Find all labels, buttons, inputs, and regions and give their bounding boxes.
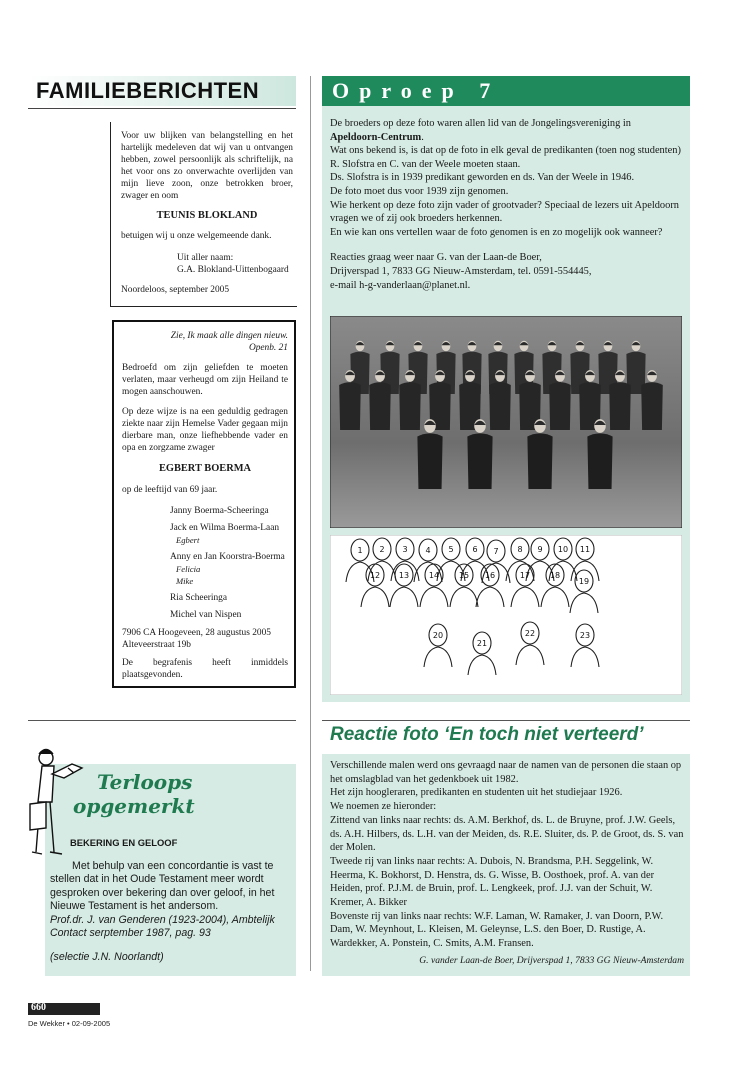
notice-blokland (110, 122, 297, 307)
terloops-text (50, 836, 290, 964)
sketch-number: 16 (484, 571, 496, 580)
sketch-number: 8 (517, 545, 523, 554)
oproep-line: Ds. Slofstra is in 1939 predikant geworden en ds. Van der Weele in 1946. (330, 172, 635, 184)
oproep-lines (330, 144, 684, 239)
sketch-number: 22 (524, 629, 536, 638)
sketch-number: 2 (379, 545, 385, 554)
reactie-title: Reactie foto ‘En toch niet verteerd’ (330, 724, 644, 745)
reactie-line: Tweede rij van links naar rechts: A. Dubois, N. Brandsma, P.H. Seggelink, W. Heerma, K. Bokhorst, D. Henstra, ds. G. Wisse, B. Oosthoek, prof. A. van der Heiden, prof. P.J.M. de Bruin, prof. L. Lengkeek, prof. J.J. van der Schuit, W. Kremer, A. Bikker (330, 855, 655, 909)
sketch-number: 23 (579, 631, 591, 640)
grandchild-name: Egbert (176, 535, 200, 545)
notice-para2: Op deze wijze is na een geduldig gedragen ziekte naar zijn Hemelse Vader gegaan mijn dierbare man, onze liefhebbende vader en opa en zorgzame zwager (122, 407, 288, 453)
oproep-line: Wat ons bekend is, is dat op de foto in elk geval de predikanten (toen nog studenten) R. Slofstra en C. van der Weele moeten staan. (330, 145, 681, 170)
sketch-number: 17 (519, 571, 531, 580)
family-member: Jack en Wilma Boerma-Laan (170, 523, 280, 533)
intro-end: . (421, 131, 424, 143)
oproep-line: De foto moet dus voor 1939 zijn genomen. (330, 185, 509, 197)
sign-line: Uit aller naam: (177, 253, 234, 263)
contact-line: Drijverspad 1, 7833 GG Nieuw-Amsterdam, tel. 0591-554445, (330, 265, 592, 277)
notice-intro: Voor uw blijken van belangstelling en het hartelijk medeleven dat wij van u ontvangen hebben, zowel persoonlijk als schriftelijk, na het voor ons zo onverwachte overlijden van mijn lieve zoon, onze betrokken broer, zwager en oom (121, 131, 293, 201)
terloops-body: Met behulp van een concordantie is vast te stellen dat in het Oude Testament meer wordt gesproken over bekering dan over geloof, in het Nieuwe Testament is het andersom. (50, 859, 275, 912)
terloops-title-line1: Terloops (97, 770, 193, 794)
publication-footer: De Wekker • 02-09-2005 (28, 1019, 111, 1028)
oproep-line: Wie herkent op deze foto zijn vader of grootvader? Speciaal de lezers uit Apeldoorn vragen we of zij ook broeders herkennen. (330, 199, 679, 225)
sketch-number: 12 (369, 571, 381, 580)
sketch-number: 19 (578, 577, 590, 586)
divider (28, 720, 296, 721)
oproep-line: En wie kan ons vertellen waar de foto genomen is en zo mogelijk ook wanneer? (330, 226, 663, 238)
photo-person (641, 382, 663, 430)
sketch-number: 13 (398, 571, 410, 580)
sketch-number: 18 (549, 571, 561, 580)
familieberichten-header (28, 76, 296, 106)
terloops-title-line2: opgemerkt (73, 794, 195, 818)
bible-ref: Openb. 21 (248, 343, 288, 353)
deceased-name: TEUNIS BLOKLAND (156, 210, 258, 221)
photo-person (489, 382, 511, 430)
sketch-number: 15 (458, 571, 470, 580)
photo-person (527, 433, 552, 489)
sketch-number: 5 (448, 545, 454, 554)
photo-person (609, 382, 631, 430)
family-member: Ria Scheeringa (170, 593, 228, 603)
sketch-number: 20 (432, 631, 444, 640)
page-number-bar (28, 1003, 100, 1015)
sketch-number: 6 (472, 545, 478, 554)
intro-place: Apeldoorn-Centrum (330, 131, 422, 143)
address-line: 7906 CA Hoogeveen, 28 augustus 2005 (122, 628, 271, 638)
contact-line: Reacties graag weer naar G. van der Laan-de Boer, (330, 252, 542, 264)
address-street: Alteveerstraat 19b (122, 640, 191, 650)
terloops-selection: (selectie J.N. Noorlandt) (50, 950, 164, 963)
funeral-note: De begrafenis heeft inmiddels plaatsgevonden. (122, 658, 288, 680)
photo-person (417, 433, 442, 489)
family-member: Michel van Nispen (170, 610, 242, 620)
oproep-intro (330, 117, 684, 144)
photo-key-sketch (330, 535, 682, 695)
photo-person (339, 382, 361, 430)
grandchild-name: Mike (176, 576, 194, 586)
notice-boerma (112, 320, 296, 688)
photo-person (587, 433, 612, 489)
photo-person (467, 433, 492, 489)
photo-person (399, 382, 421, 430)
oproep-text (330, 117, 684, 292)
column-divider (310, 76, 311, 971)
sketch-number: 21 (476, 639, 488, 648)
terloops-heading: BEKERING EN GELOOF (70, 837, 178, 848)
terloops-title (73, 770, 195, 818)
reactie-text (330, 759, 684, 968)
reactie-line: Het zijn hoogleraren, predikanten en studenten uit het studiejaar 1926. (330, 787, 623, 799)
reactie-line: Bovenste rij van links naar rechts: W.F. Laman, W. Ramaker, J. van Doorn, P.W. Dam, W. Meynhout, L. Kleisen, M. Geleynse, L.S. den Boer, D. Rustige, A. Wardekker, A. Ponstein, C. Smits, A.M. Fransen. (330, 910, 664, 950)
reactie-lines (330, 759, 684, 951)
divider (28, 108, 296, 109)
family-member: Janny Boerma-Scheeringa (170, 506, 269, 516)
sketch-number: 1 (357, 546, 363, 555)
sketch-number: 9 (537, 545, 543, 554)
oproep-header (322, 76, 690, 106)
notice-para1: Bedroefd om zijn geliefden te moeten verlaten, maar verheugd om zijn Heiland te mogen aanschouwen. (122, 363, 288, 397)
photo-person (549, 382, 571, 430)
group-photo (330, 316, 682, 528)
reactie-line: Zittend van links naar rechts: ds. A.M. Berkhof, ds. L. de Bruyne, prof. J.W. Geels, ds. A.H. Hilbers, ds. L.H. van der Meiden, ds. R.E. Sluiter, ds. P. de Groot, ds. S. van der Molen. (330, 814, 684, 854)
sketch-number: 10 (557, 545, 569, 554)
bible-quote: Zie, Ik maak alle dingen nieuw. (170, 331, 288, 341)
page-number: 660 (31, 1002, 46, 1013)
reactie-line: Verschillende malen werd ons gevraagd naar de namen van de personen die staan op het omslagblad van het gedenkboek uit 1982. (330, 760, 682, 785)
oproep-title: Oproep 7 (332, 78, 501, 103)
notice-thanks: betuigen wij u onze welgemeende dank. (121, 231, 272, 241)
place-date: Noordeloos, september 2005 (121, 285, 230, 295)
sketch-number: 3 (402, 545, 408, 554)
sign-name: G.A. Blokland-Uittenbogaard (177, 265, 289, 275)
sketch-number: 11 (579, 545, 591, 554)
terloops-source: Prof.dr. J. van Genderen (1923-2004), Ambtelijk Contact serptember 1987, pag. 93 (50, 913, 275, 939)
contact-line: e-mail h-g-vanderlaan@planet.nl. (330, 279, 471, 291)
section-title: FAMILIEBERICHTEN (36, 78, 260, 103)
sketch-number: 14 (428, 571, 440, 580)
sketch-number: 7 (493, 547, 499, 556)
sketch-number: 4 (425, 546, 431, 555)
divider (322, 720, 690, 721)
age-line: op de leeftijd van 69 jaar. (122, 485, 218, 495)
reactie-line: We noemen ze hieronder: (330, 801, 437, 813)
reactie-signature: G. vander Laan-de Boer, Drijverspad 1, 7833 GG Nieuw-Amsterdam (419, 954, 684, 966)
grandchild-name: Felicia (176, 564, 201, 574)
family-list (122, 505, 288, 621)
family-member: Anny en Jan Koorstra-Boerma (170, 552, 285, 562)
deceased-name: EGBERT BOERMA (158, 463, 252, 474)
oproep-contact (330, 251, 684, 292)
intro-text: De broeders op deze foto waren allen lid van de Jongelingsvereniging in (330, 118, 631, 129)
photo-person (369, 382, 391, 430)
